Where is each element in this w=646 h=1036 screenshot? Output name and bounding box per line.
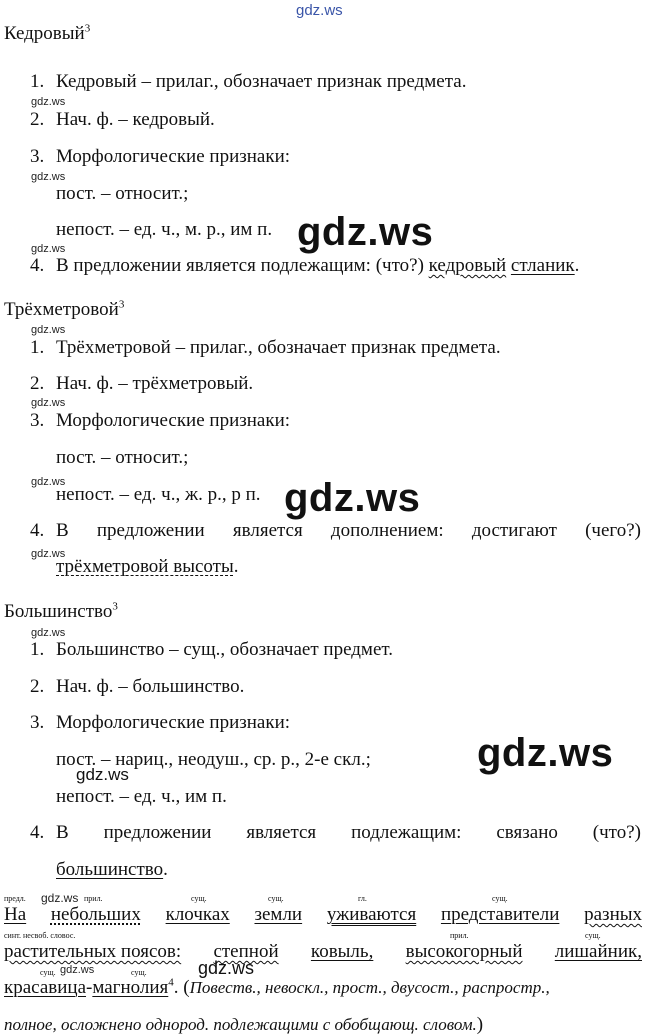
s3-item2: Нач. ф. – большинство. (56, 676, 245, 697)
watermark-small: gdz.ws (31, 243, 66, 255)
sentence-line-4 (4, 1014, 483, 1036)
sentence-word: небольших (50, 904, 141, 925)
footnote-mark: 4 (168, 976, 174, 989)
word: В (56, 822, 69, 843)
watermark-small: gdz.ws (31, 397, 66, 409)
sentence-word: лишайник, (554, 941, 642, 962)
grammar-label: сущ. (131, 968, 147, 977)
item-number: 3. (30, 712, 45, 733)
word: достигают (471, 520, 557, 541)
grammar-label: гл. (358, 894, 367, 903)
watermark-small: gdz.ws (31, 548, 66, 560)
grammar-label: предл. (4, 894, 26, 903)
s2-item1: Трёхметровой – прилаг., обозначает признак предмета. (56, 337, 501, 358)
sentence-word: уживаются (326, 904, 417, 925)
sentence-characteristics: Повеств., невоскл., прост., двусост., распростр., (189, 978, 550, 997)
sentence-line-3 (4, 977, 550, 999)
watermark-small: gdz.ws (31, 627, 66, 639)
grammar-label: сущ. (492, 894, 508, 903)
grammar-label: прил. (450, 931, 469, 940)
sentence-word: клочках (165, 904, 230, 925)
s2-item2: Нач. ф. – трёхметровый. (56, 373, 254, 394)
underlined-word: кедровый (428, 255, 507, 276)
period: . (574, 255, 580, 276)
word: (что?) (592, 822, 641, 843)
watermark-small: gdz.ws (31, 96, 66, 108)
section-title-bolshinstvo (4, 601, 118, 623)
word: является (232, 520, 303, 541)
s2-item3-nonconst: непост. – ед. ч., ж. р., р п. (56, 484, 261, 505)
watermark-big: gdz.ws (297, 210, 434, 254)
period: . (233, 556, 239, 577)
watermark-big: gdz.ws (284, 476, 421, 520)
word: предложении (103, 822, 212, 843)
word: дополнением: (330, 520, 444, 541)
item-number: 2. (30, 676, 45, 697)
word: подлежащим: (351, 822, 462, 843)
title-text: Трёхметровой (4, 299, 119, 320)
sentence-word: разных (584, 904, 642, 925)
grammar-label: сущ. (191, 894, 207, 903)
s2-item4-cont (56, 556, 238, 578)
sentence-word: степной (213, 941, 279, 962)
sentence-word: ковыль, (310, 941, 374, 962)
grammar-label: прил. (84, 894, 103, 903)
sentence-word: красавица (4, 977, 87, 998)
sentence-characteristics: полное, осложнено однород. подлежащими с обобщающ. словом. (4, 1015, 477, 1034)
watermark-medium: gdz.ws (198, 958, 255, 978)
section-title-kedrovy (4, 23, 90, 45)
item-number: 1. (30, 639, 45, 660)
item-number: 3. (30, 410, 45, 431)
hyphen: - (86, 977, 93, 998)
sentence-word: На (4, 904, 27, 925)
item4-text: В предложении является подлежащим: (что?) (56, 255, 424, 276)
grammar-label: сущ. (268, 894, 284, 903)
sentence-line-1 (4, 904, 642, 926)
sentence-word: земли (254, 904, 303, 925)
item-number: 1. (30, 71, 45, 92)
period: . (163, 859, 168, 880)
watermark-small: gdz.ws (31, 324, 66, 336)
paren-open: ( (183, 977, 190, 998)
word: В (56, 520, 69, 541)
s3-item3-nonconst: непост. – ед. ч., им п. (56, 786, 227, 807)
underlined-phrase: трёхметровой высоты (56, 556, 234, 577)
s3-item4 (56, 822, 641, 844)
sentence-word: высокогорный (405, 941, 523, 962)
s1-item3-nonconst: непост. – ед. ч., м. р., им п. (56, 219, 273, 240)
s1-item4 (56, 255, 579, 277)
s1-item3: Морфологические признаки: (56, 146, 291, 167)
s1-item1: Кедровый – прилаг., обозначает признак предмета. (56, 71, 467, 92)
grammar-label: сущ. (585, 931, 601, 940)
s2-item4 (56, 520, 641, 542)
section-title-trekhmetrovoy (4, 299, 124, 321)
paren-close: ) (476, 1014, 484, 1035)
underlined-word: большинство (56, 859, 164, 880)
word: является (246, 822, 317, 843)
s2-item3-const: пост. – относит.; (56, 447, 189, 468)
underlined-word: стланик (510, 255, 575, 276)
item-number: 2. (30, 373, 45, 394)
title-text: Кедровый (4, 23, 85, 44)
s1-item2: Нач. ф. – кедровый. (56, 109, 215, 130)
s2-item3: Морфологические признаки: (56, 410, 291, 431)
s3-item1: Большинство – сущ., обозначает предмет. (56, 639, 393, 660)
title-text: Большинство (4, 601, 113, 622)
item-number: 3. (30, 146, 45, 167)
item-number: 1. (30, 337, 45, 358)
period: . (173, 977, 179, 998)
item-number: 4. (30, 822, 45, 843)
item-number: 2. (30, 109, 45, 130)
sentence-word: представители (440, 904, 560, 925)
sentence-word: магнолия (92, 977, 169, 998)
grammar-label: синт. несвоб. словос. (4, 931, 76, 940)
s3-item3-const: пост. – нариц., неодуш., ср. р., 2-е скл.; (56, 749, 371, 770)
watermark-small: gdz.ws (60, 964, 95, 976)
watermark-small: gdz.ws (31, 171, 66, 183)
sentence-phrase: растительных поясов: (4, 941, 182, 962)
footnote-mark: 3 (112, 600, 118, 613)
item-number: 4. (30, 520, 45, 541)
watermark-small: gdz.ws (31, 476, 66, 488)
s1-item3-const: пост. – относит.; (56, 183, 189, 204)
watermark-big: gdz.ws (477, 731, 614, 775)
word: (чего?) (585, 520, 641, 541)
word: предложении (96, 520, 205, 541)
grammar-label: сущ. (40, 968, 56, 977)
s3-item4-cont (56, 859, 168, 881)
word: связано (496, 822, 558, 843)
watermark-medium: gdz.ws (76, 765, 129, 784)
s3-item3: Морфологические признаки: (56, 712, 291, 733)
footnote-mark: 3 (118, 298, 125, 311)
item-number: 4. (30, 255, 45, 276)
watermark-small: gdz.ws (41, 891, 79, 905)
sentence-line-2 (4, 941, 642, 963)
footnote-mark: 3 (84, 22, 91, 35)
watermark-top: gdz.ws (296, 2, 343, 19)
